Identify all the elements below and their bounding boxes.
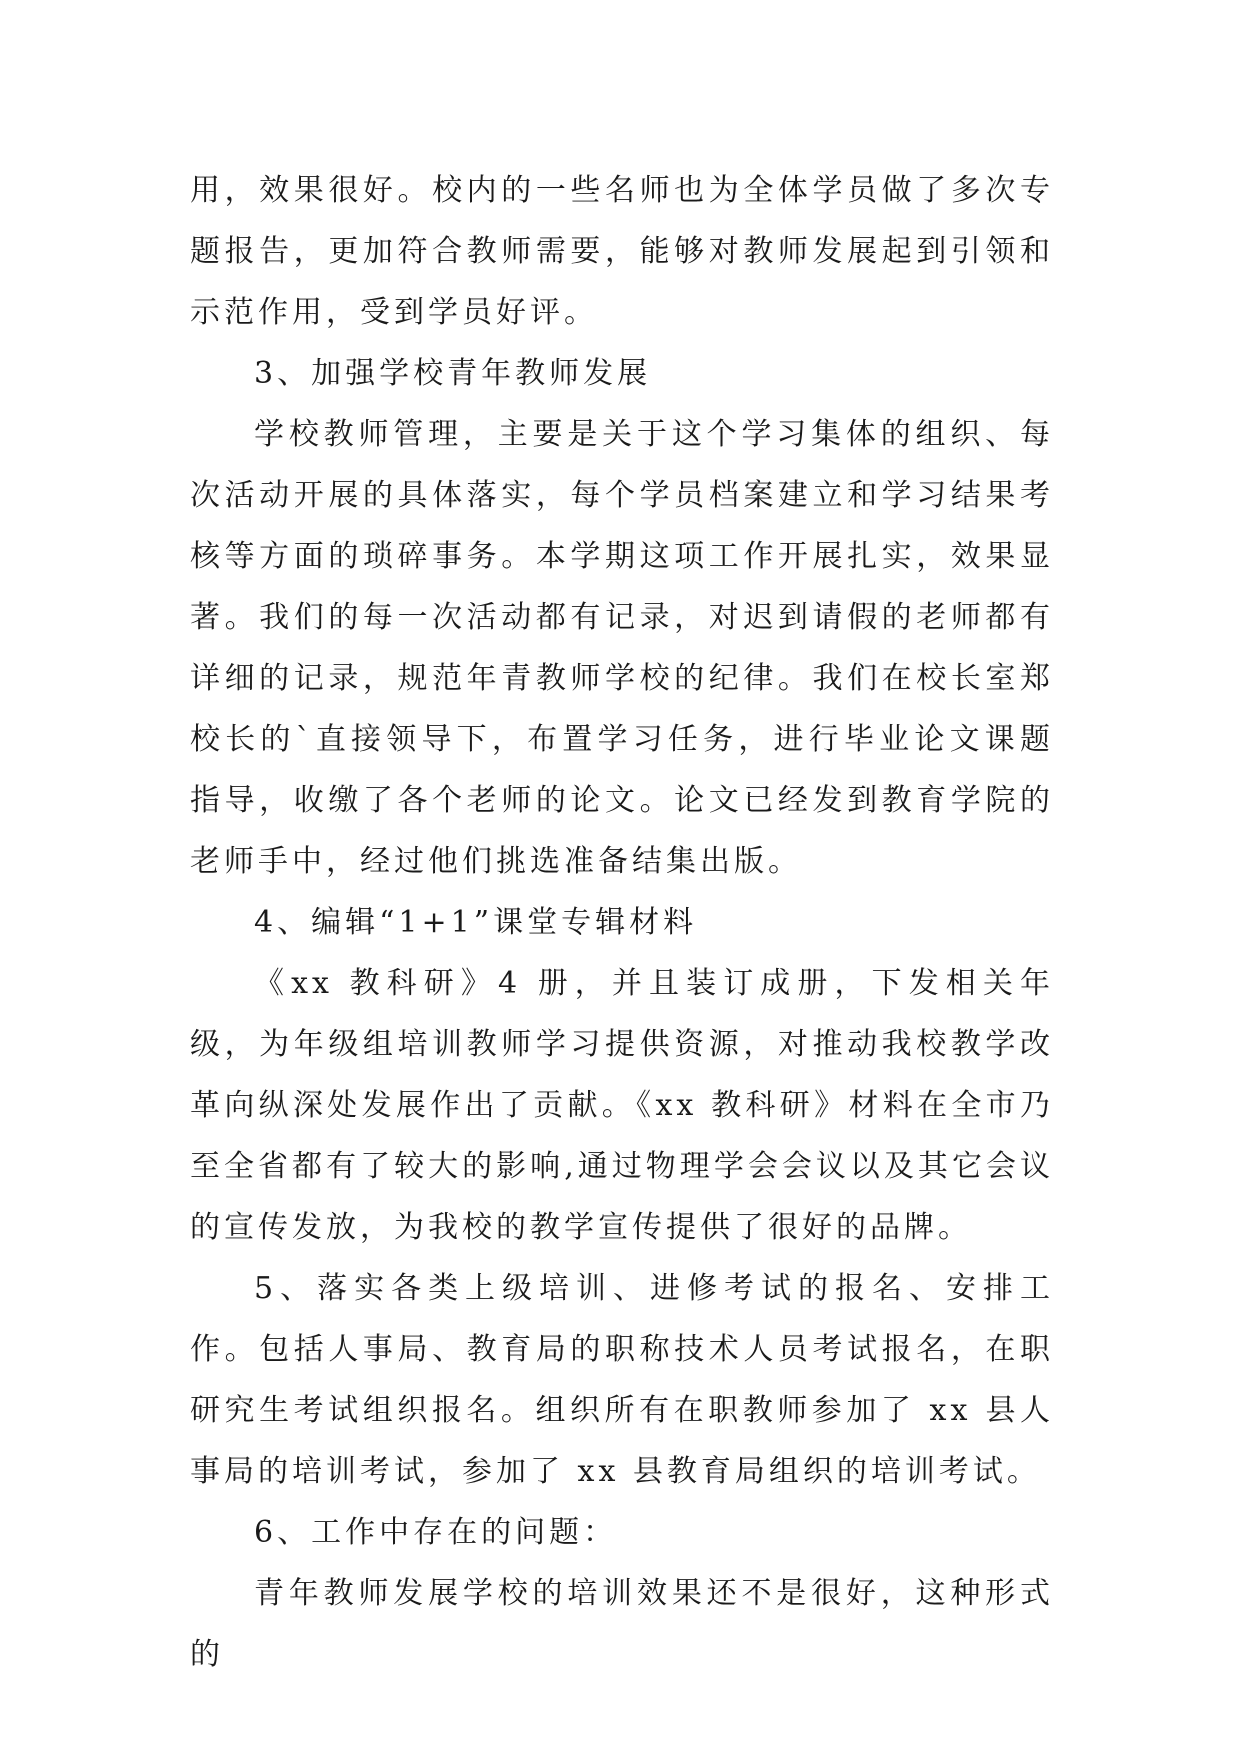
paragraph-teacher-management: 学校教师管理，主要是关于这个学习集体的组织、每次活动开展的具体落实，每个学员档案建立和学习结果考核等方面的琐碎事务。本学期这项工作开展扎实，效果显著。我们的每一次活动都有记录，对迟到请假的老师都有详细的记录，规范年青教师学校的纪律。我们在校长室郑校长的`直接领导下，布置学习任务，进行毕业论文课题指导，收缴了各个老师的论文。论文已经发到教育学院的老师手中，经过他们挑选准备结集出版。: [190, 417, 1054, 879]
paragraph-item-5: 5、落实各类上级培训、进修考试的报名、安排工作。包括人事局、教育局的职称技术人员考试报名，在职研究生考试组织报名。组织所有在职教师参加了 xx 县人事局的培训考试，参加了 xx 县教育局组织的培训考试。: [190, 1271, 1054, 1489]
paragraph-jiaokeyan: 《xx 教科研》4 册，并且装订成册，下发相关年级，为年级组培训教师学习提供资源，对推动我校教学改革向纵深处发展作出了贡献。《xx 教科研》材料在全市乃至全省都有了较大的影响,通过物理学会会议以及其它会议的宣传发放，为我校的教学宣传提供了很好的品牌。: [190, 966, 1054, 1245]
heading-item-6: 6、工作中存在的问题：: [254, 1515, 618, 1550]
paragraph-problems: 青年教师发展学校的培训效果还不是很好，这种形式的: [190, 1576, 1054, 1672]
paragraph-continuation: 用，效果很好。校内的一些名师也为全体学员做了多次专题报告，更加符合教师需要，能够对教师发展起到引领和示范作用，受到学员好评。: [190, 173, 1054, 330]
document-body: [190, 160, 1054, 1685]
heading-item-4: 4、编辑“1+1”课堂专辑材料: [254, 905, 698, 940]
heading-item-3: 3、加强学校青年教师发展: [254, 356, 652, 391]
